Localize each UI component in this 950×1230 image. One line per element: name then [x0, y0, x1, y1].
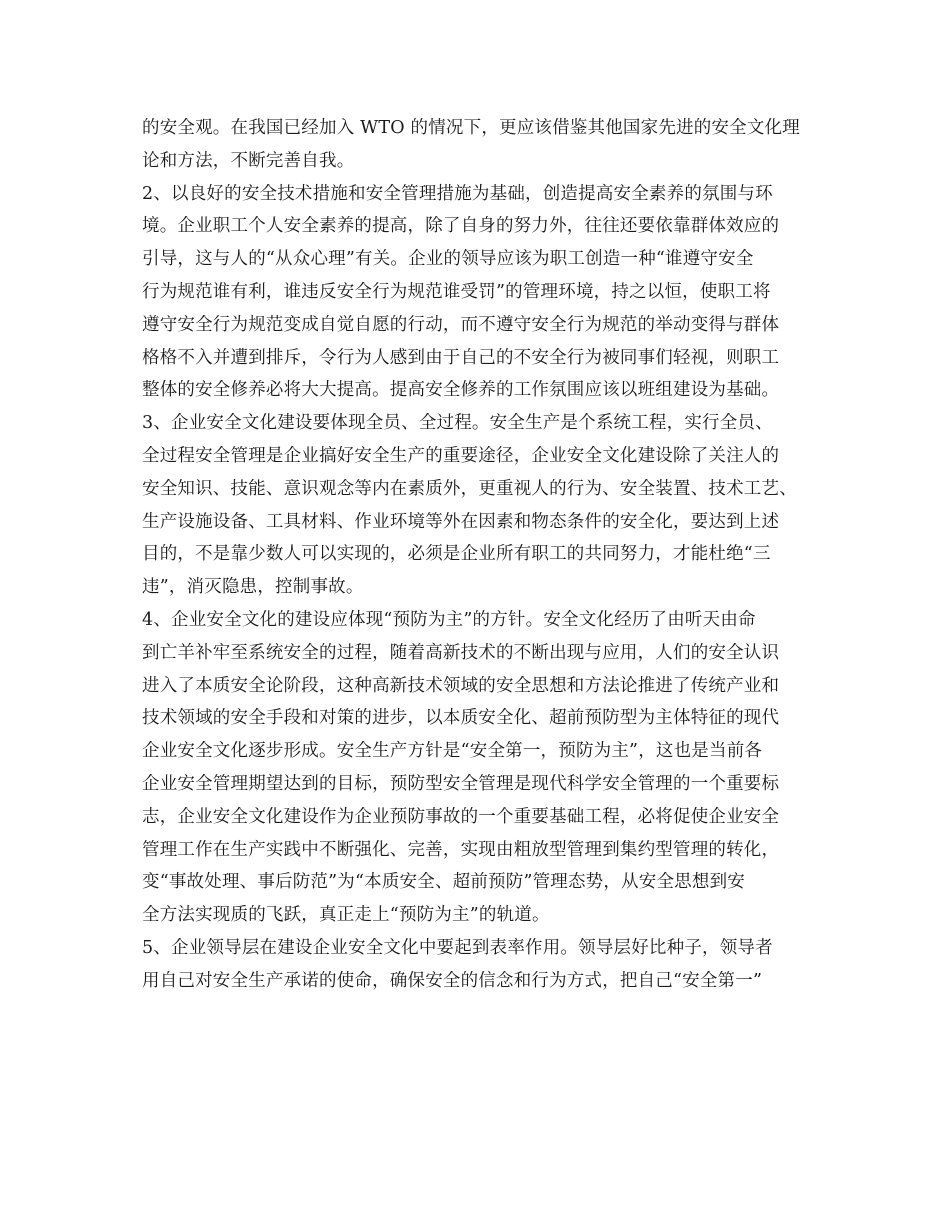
text-line: 2、以良好的安全技术措施和安全管理措施为基础，创造提高安全素养的氛围与环	[142, 183, 773, 204]
text-line: 管理工作在生产实践中不断强化、完善，实现由粗放型管理到集约型管理的转化，	[142, 839, 780, 860]
text-line: 违”，消灭隐患，控制事故。	[142, 577, 364, 598]
text-line: 用自己对安全生产承诺的使命，确保安全的信念和行为方式，把自己“安全第一”	[142, 970, 763, 991]
text-line: 技术领域的安全手段和对策的进步，以本质安全化、超前预防型为主体特征的现代	[142, 708, 780, 729]
text-line: 论和方法，不断完善自我。	[142, 150, 355, 171]
text-line: 3、企业安全文化建设要体现全员、全过程。安全生产是个系统工程，实行全员、	[142, 413, 773, 434]
text-line: 志，企业安全文化建设作为企业预防事故的一个重要基础工程，必将促使企业安全	[142, 806, 780, 827]
text-line: 4、企业安全文化的建设应体现“预防为主”的方针。安全文化经历了由听天由命	[142, 609, 756, 630]
text-line: 变“事故处理、事后防范”为“本质安全、超前预防”管理态势，从安全思想到安	[142, 872, 745, 893]
text-line: 全过程安全管理是企业搞好安全生产的重要途径，企业安全文化建设除了关注人的	[142, 445, 780, 466]
text-line: 遵守安全行为规范变成自觉自愿的行动，而不遵守安全行为规范的举动变得与群体	[142, 314, 780, 335]
text-line: 全方法实现质的飞跃，真正走上“预防为主”的轨道。	[142, 905, 550, 926]
text-line: 整体的安全修养必将大大提高。提高安全修养的工作氛围应该以班组建设为基础。	[142, 380, 780, 401]
text-line: 生产设施设备、工具材料、作业环境等外在因素和物态条件的安全化，要达到上述	[142, 511, 780, 532]
text-line: 的安全观。在我国已经加入 WTO 的情况下，更应该借鉴其他国家先进的安全文化理	[142, 118, 800, 138]
text-line: 到亡羊补牢至系统安全的过程，随着高新技术的不断出现与应用，人们的安全认识	[142, 642, 780, 663]
text-line: 引导，这与人的“从众心理”有关。企业的领导应该为职工创造一种“谁遵守安全	[142, 249, 754, 270]
text-line: 目的，不是靠少数人可以实现的，必须是企业所有职工的共同努力，才能杜绝“三	[142, 544, 771, 565]
text-line: 行为规范谁有利，谁违反安全行为规范谁受罚”的管理环境，持之以恒，使职工将	[142, 281, 771, 302]
text-line: 境。企业职工个人安全素养的提高，除了自身的努力外，往往还要依靠群体效应的	[142, 216, 780, 237]
text-line: 企业安全管理期望达到的目标，预防型安全管理是现代科学安全管理的一个重要标	[142, 773, 780, 794]
text-line: 格格不入并遭到排斥，令行为人感到由于自己的不安全行为被同事们轻视，则职工	[142, 347, 780, 368]
text-line: 企业安全文化逐步形成。安全生产方针是“安全第一，预防为主”，这也是当前各	[142, 741, 763, 762]
text-line: 安全知识、技能、意识观念等内在素质外，更重视人的行为、安全装置、技术工艺、	[142, 478, 797, 499]
text-line: 5、企业领导层在建设企业安全文化中要起到表率作用。领导层好比种子，领导者	[142, 937, 773, 958]
text-line: 进入了本质安全论阶段，这种高新技术领域的安全思想和方法论推进了传统产业和	[142, 675, 780, 696]
body-text	[142, 112, 822, 998]
